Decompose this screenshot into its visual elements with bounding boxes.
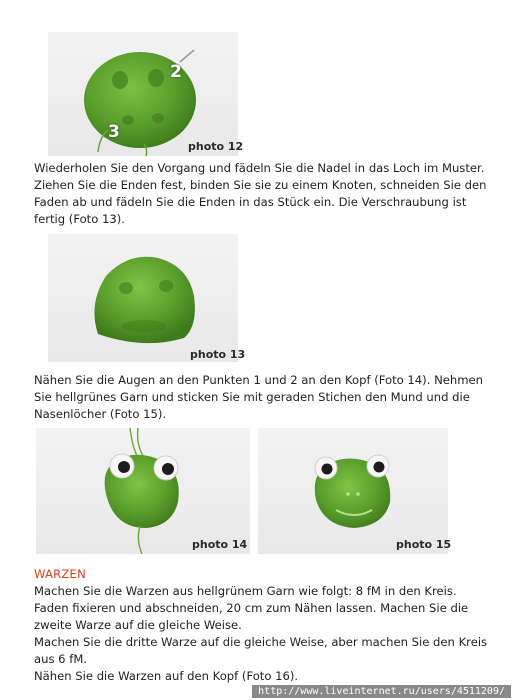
paragraph-repeat-process: Wiederholen Sie den Vorgang und fädeln Sie die Nadel in das Loch im Muster. Ziehen Sie die Enden fest, binden Sie sie zu einem Knoten, schneiden Sie den Faden ab und fädeln Sie die Enden in das Stück ein. Die Verschraubung ist fertig (Foto 13).	[34, 161, 487, 226]
paragraph-warzen-3: Machen Sie die dritte Warze auf die gleiche Weise, aber machen Sie den Kreis aus 6 fM.	[34, 635, 488, 666]
photo-13-label: photo 13	[190, 348, 246, 361]
frog-head-with-mouth-image	[258, 428, 448, 554]
paragraph-warzen-2: Faden fixieren und abschneiden, 20 cm zum Nähen lassen. Machen Sie die zweite Warze auf die gleiche Weise.	[34, 601, 469, 632]
photo-12-marker-2: 2	[170, 62, 182, 82]
paragraph-warzen-1: Machen Sie die Warzen aus hellgrünem Garn wie folgt: 8 fM in den Kreis.	[34, 584, 457, 598]
photo-12	[48, 32, 244, 156]
paragraph-sew-eyes: Nähen Sie die Augen an den Punkten 1 und 2 an den Kopf (Foto 14). Nehmen Sie hellgrünes Garn und sticken Sie mit geraden Stichen den Mund und die Nasenlöcher (Foto 15).	[34, 373, 484, 421]
photo-14-label: photo 14	[192, 538, 248, 551]
photo-12-label: photo 12	[188, 140, 244, 153]
section-heading-warzen: WARZEN	[34, 567, 86, 581]
photo-12-marker-3: 3	[108, 122, 120, 142]
photo-13	[48, 234, 246, 362]
frog-head-shaped-image	[48, 234, 238, 362]
frog-head-with-eyes-image	[36, 428, 250, 554]
frog-head-ball-image	[48, 32, 238, 156]
photo-14	[36, 428, 250, 554]
source-watermark: http://www.liveinternet.ru/users/4511209/	[252, 685, 511, 698]
paragraph-warzen-4: Nähen Sie die Warzen auf den Kopf (Foto 16).	[34, 669, 299, 683]
photo-15-label: photo 15	[396, 538, 452, 551]
photo-15	[258, 428, 452, 554]
